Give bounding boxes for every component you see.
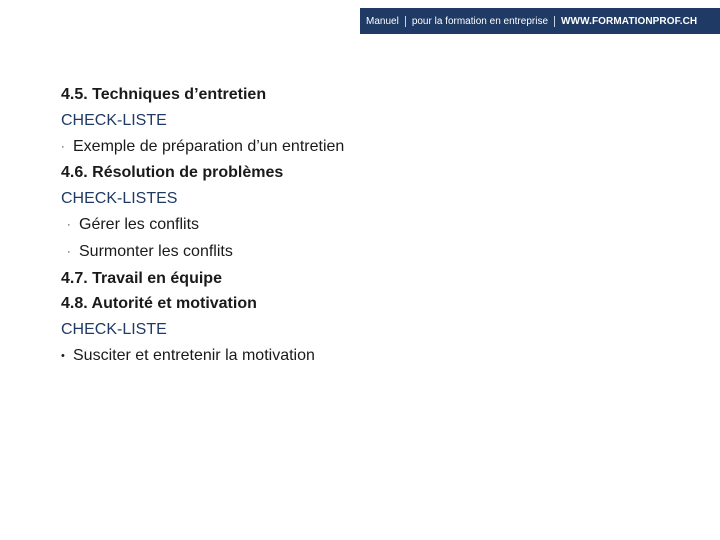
- header-site-link[interactable]: WWW.FORMATIONPROF.CH: [554, 16, 703, 27]
- checklist-heading: CHECK-LISTE: [61, 111, 167, 129]
- header-bar: [360, 8, 720, 34]
- section-title: 4.7. Travail en équipe: [61, 269, 222, 287]
- bullet-marker: ·: [61, 140, 65, 153]
- list-item: [61, 343, 681, 370]
- header-subtitle: pour la formation en entreprise: [405, 16, 554, 27]
- section-title: 4.8. Autorité et motivation: [61, 295, 257, 313]
- bullet-marker: ·: [67, 245, 71, 258]
- checklist-heading: CHECK-LISTES: [61, 190, 178, 208]
- list-item-label: Surmonter les conflits: [79, 242, 233, 260]
- bullet-marker: •: [61, 349, 65, 362]
- list-item-label: Gérer les conflits: [79, 215, 200, 233]
- checklist-heading: CHECK-LISTE: [61, 321, 167, 339]
- list-item: [61, 212, 681, 239]
- bullet-marker: ·: [67, 218, 71, 231]
- section-title: 4.6. Résolution de problèmes: [61, 164, 284, 182]
- section-title: 4.5. Techniques d’entretien: [61, 86, 267, 103]
- header-manual-label: Manuel: [366, 15, 399, 27]
- table-of-contents: [61, 82, 681, 370]
- list-item: [61, 134, 681, 161]
- list-item: [61, 239, 681, 266]
- list-item-label: Susciter et entretenir la motivation: [73, 346, 315, 364]
- list-item-label: Exemple de préparation d’un entretien: [73, 137, 345, 155]
